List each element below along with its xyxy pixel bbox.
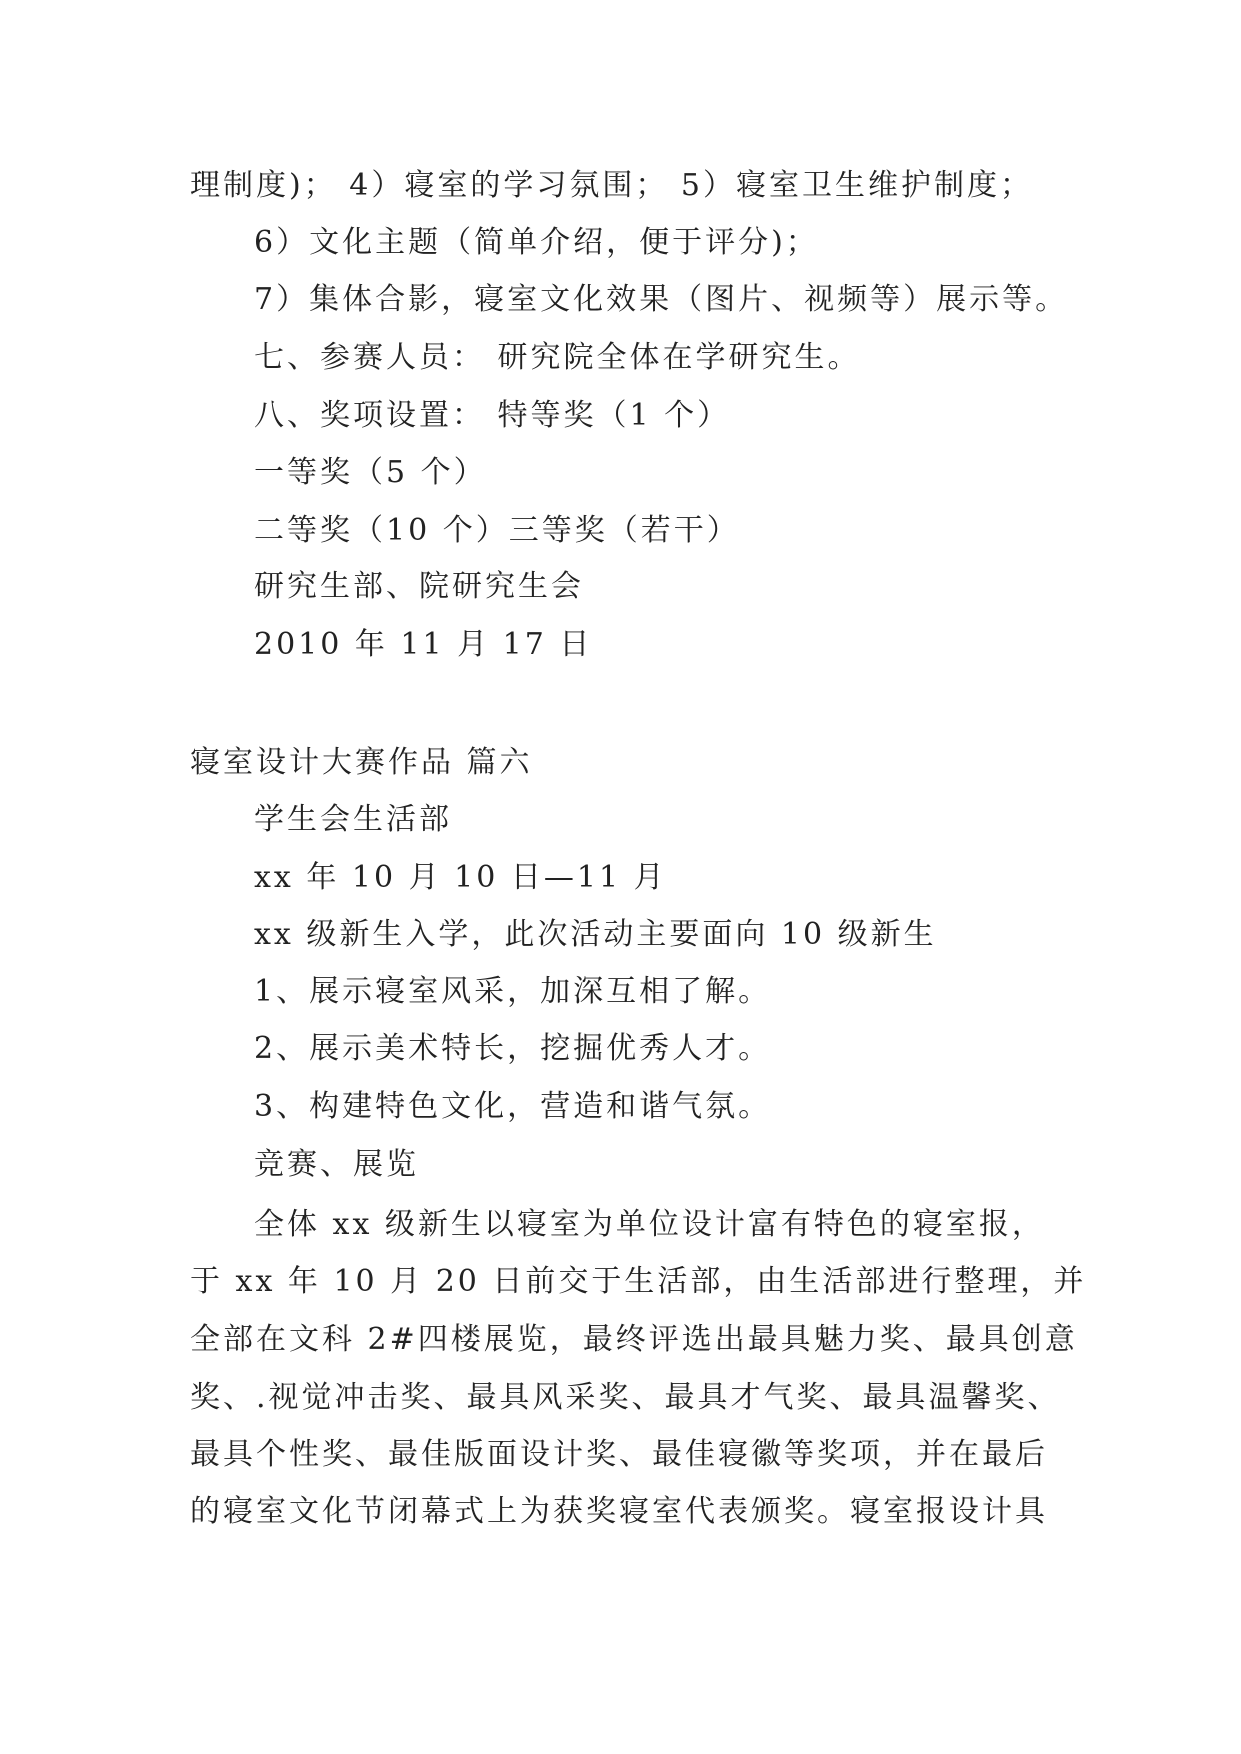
text-line: xx 年 10 月 10 日—11 月	[254, 860, 667, 895]
paragraph-line: 奖、.视觉冲击奖、最具风采奖、最具才气奖、最具温馨奖、	[190, 1380, 1061, 1415]
text-line: 学生会生活部	[254, 802, 452, 837]
text-line: xx 级新生入学，此次活动主要面向 10 级新生	[254, 917, 937, 952]
text-line: 竞赛、展览	[254, 1147, 419, 1182]
section-heading: 寝室设计大赛作品 篇六	[190, 745, 533, 780]
text-line: 一等奖（5 个）	[254, 455, 487, 490]
paragraph-line: 全体 xx 级新生以寝室为单位设计富有特色的寝室报，	[254, 1207, 1045, 1242]
text-line: 二等奖（10 个）三等奖（若干）	[254, 513, 740, 548]
text-line: 6）文化主题（简单介绍，便于评分)；	[254, 225, 819, 260]
text-line: 七、参赛人员： 研究院全体在学研究生。	[254, 340, 861, 375]
paragraph-line: 的寝室文化节闭幕式上为获奖寝室代表颁奖。寝室报设计具	[190, 1494, 1048, 1529]
date-line: 2010 年 11 月 17 日	[254, 627, 593, 662]
text-line: 研究生部、院研究生会	[254, 569, 584, 604]
paragraph-line: 全部在文科 2#四楼展览，最终评选出最具魅力奖、最具创意	[190, 1322, 1078, 1357]
text-line: 理制度)； 4）寝室的学习氛围； 5）寝室卫生维护制度；	[190, 168, 1033, 203]
paragraph-line: 于 xx 年 10 月 20 日前交于生活部，由生活部进行整理，并	[190, 1264, 1087, 1299]
text-line: 3、构建特色文化，营造和谐气氛。	[254, 1089, 772, 1124]
text-line: 2、展示美术特长，挖掘优秀人才。	[254, 1031, 772, 1066]
text-line: 1、展示寝室风采，加深互相了解。	[254, 974, 772, 1009]
paragraph-line: 最具个性奖、最佳版面设计奖、最佳寝徽等奖项，并在最后	[190, 1437, 1048, 1472]
text-line: 7）集体合影，寝室文化效果（图片、视频等）展示等。	[254, 282, 1069, 317]
text-line: 八、奖项设置： 特等奖（1 个）	[254, 398, 731, 433]
